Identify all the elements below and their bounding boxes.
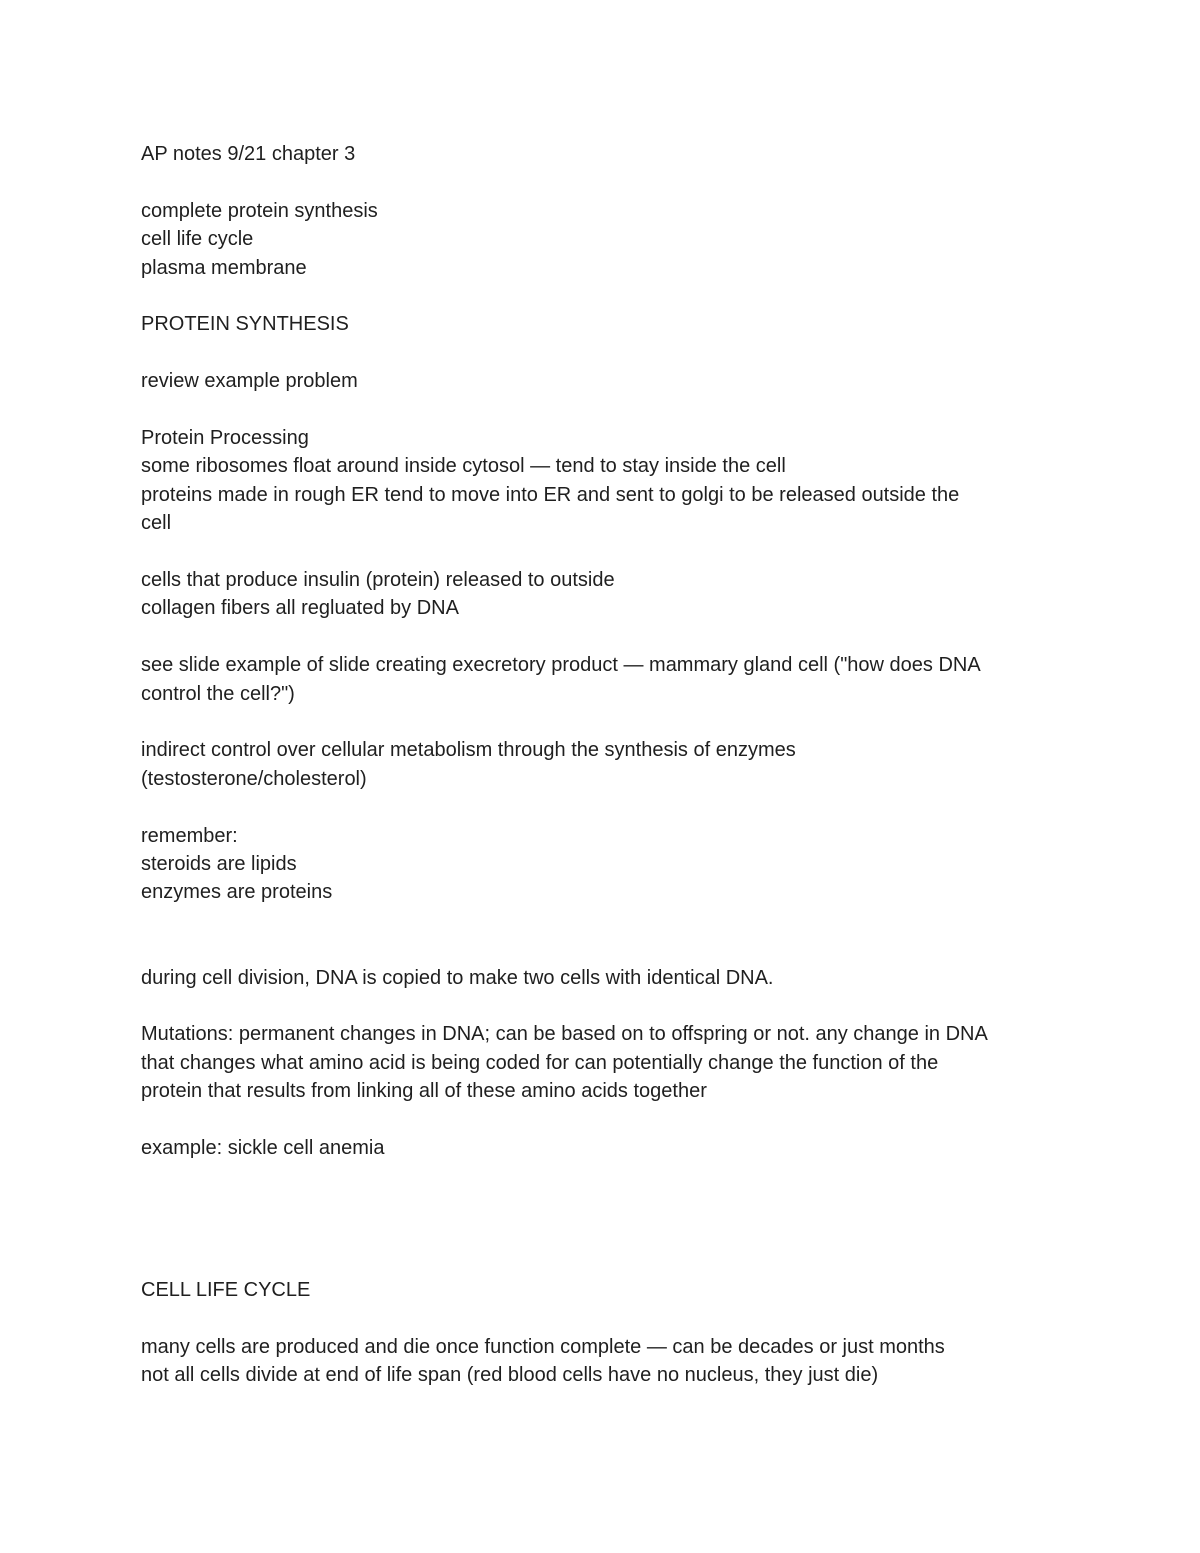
blank-line — [141, 282, 1071, 310]
note-line: cells that produce insulin (protein) released to outside — [141, 569, 615, 592]
section-heading-protein-synthesis: PROTEIN SYNTHESIS — [141, 313, 349, 336]
note-line: during cell division, DNA is copied to make two cells with identical DNA. — [141, 966, 774, 989]
note-line: control the cell?") — [141, 682, 295, 705]
note-line: example: sickle cell anemia — [141, 1137, 385, 1160]
note-line: Mutations: permanent changes in DNA; can be based on to offspring or not. any change in DNA — [141, 1023, 988, 1046]
subheading-protein-processing: Protein Processing — [141, 427, 309, 449]
note-line: (testosterone/cholesterol) — [141, 767, 367, 790]
note-line: that changes what amino acid is being coded for can potentially change the function of the — [141, 1051, 939, 1074]
blank-line — [141, 396, 1071, 424]
blank-line — [141, 907, 1071, 964]
note-line: not all cells divide at end of life span (red blood cells have no nucleus, they just die) — [141, 1364, 879, 1387]
document-body — [141, 140, 1071, 1390]
agenda-item: cell life cycle — [141, 228, 254, 251]
blank-line — [141, 992, 1071, 1020]
document-title: AP notes 9/21 chapter 3 — [141, 143, 356, 165]
section-heading-cell-life-cycle: CELL LIFE CYCLE — [141, 1279, 311, 1302]
blank-line — [141, 623, 1071, 651]
agenda-item: complete protein synthesis — [141, 199, 378, 222]
blank-line — [141, 1304, 1071, 1332]
note-line: indirect control over cellular metabolism through the synthesis of enzymes — [141, 739, 796, 762]
note-line: proteins made in rough ER tend to move into ER and sent to golgi to be released outside the — [141, 483, 960, 506]
note-line: many cells are produced and die once function complete — can be decades or just months — [141, 1335, 945, 1358]
note-line: protein that results from linking all of these amino acids together — [141, 1080, 707, 1103]
blank-line — [141, 793, 1071, 821]
blank-line — [141, 168, 1071, 196]
blank-line — [141, 339, 1071, 367]
agenda-item: plasma membrane — [141, 256, 307, 279]
blank-line — [141, 1106, 1071, 1134]
note-line: review example problem — [141, 370, 358, 393]
note-line: remember: — [141, 824, 238, 847]
note-line: collagen fibers all regluated by DNA — [141, 597, 459, 620]
note-line: steroids are lipids — [141, 853, 297, 876]
note-line: some ribosomes float around inside cytosol — tend to stay inside the cell — [141, 455, 786, 478]
note-line: enzymes are proteins — [141, 881, 333, 904]
note-line: see slide example of slide creating execretory product — mammary gland cell ("how does DNA — [141, 654, 981, 677]
blank-line — [141, 708, 1071, 736]
blank-line — [141, 538, 1071, 566]
note-line: cell — [141, 512, 172, 535]
blank-line — [141, 1162, 1071, 1276]
